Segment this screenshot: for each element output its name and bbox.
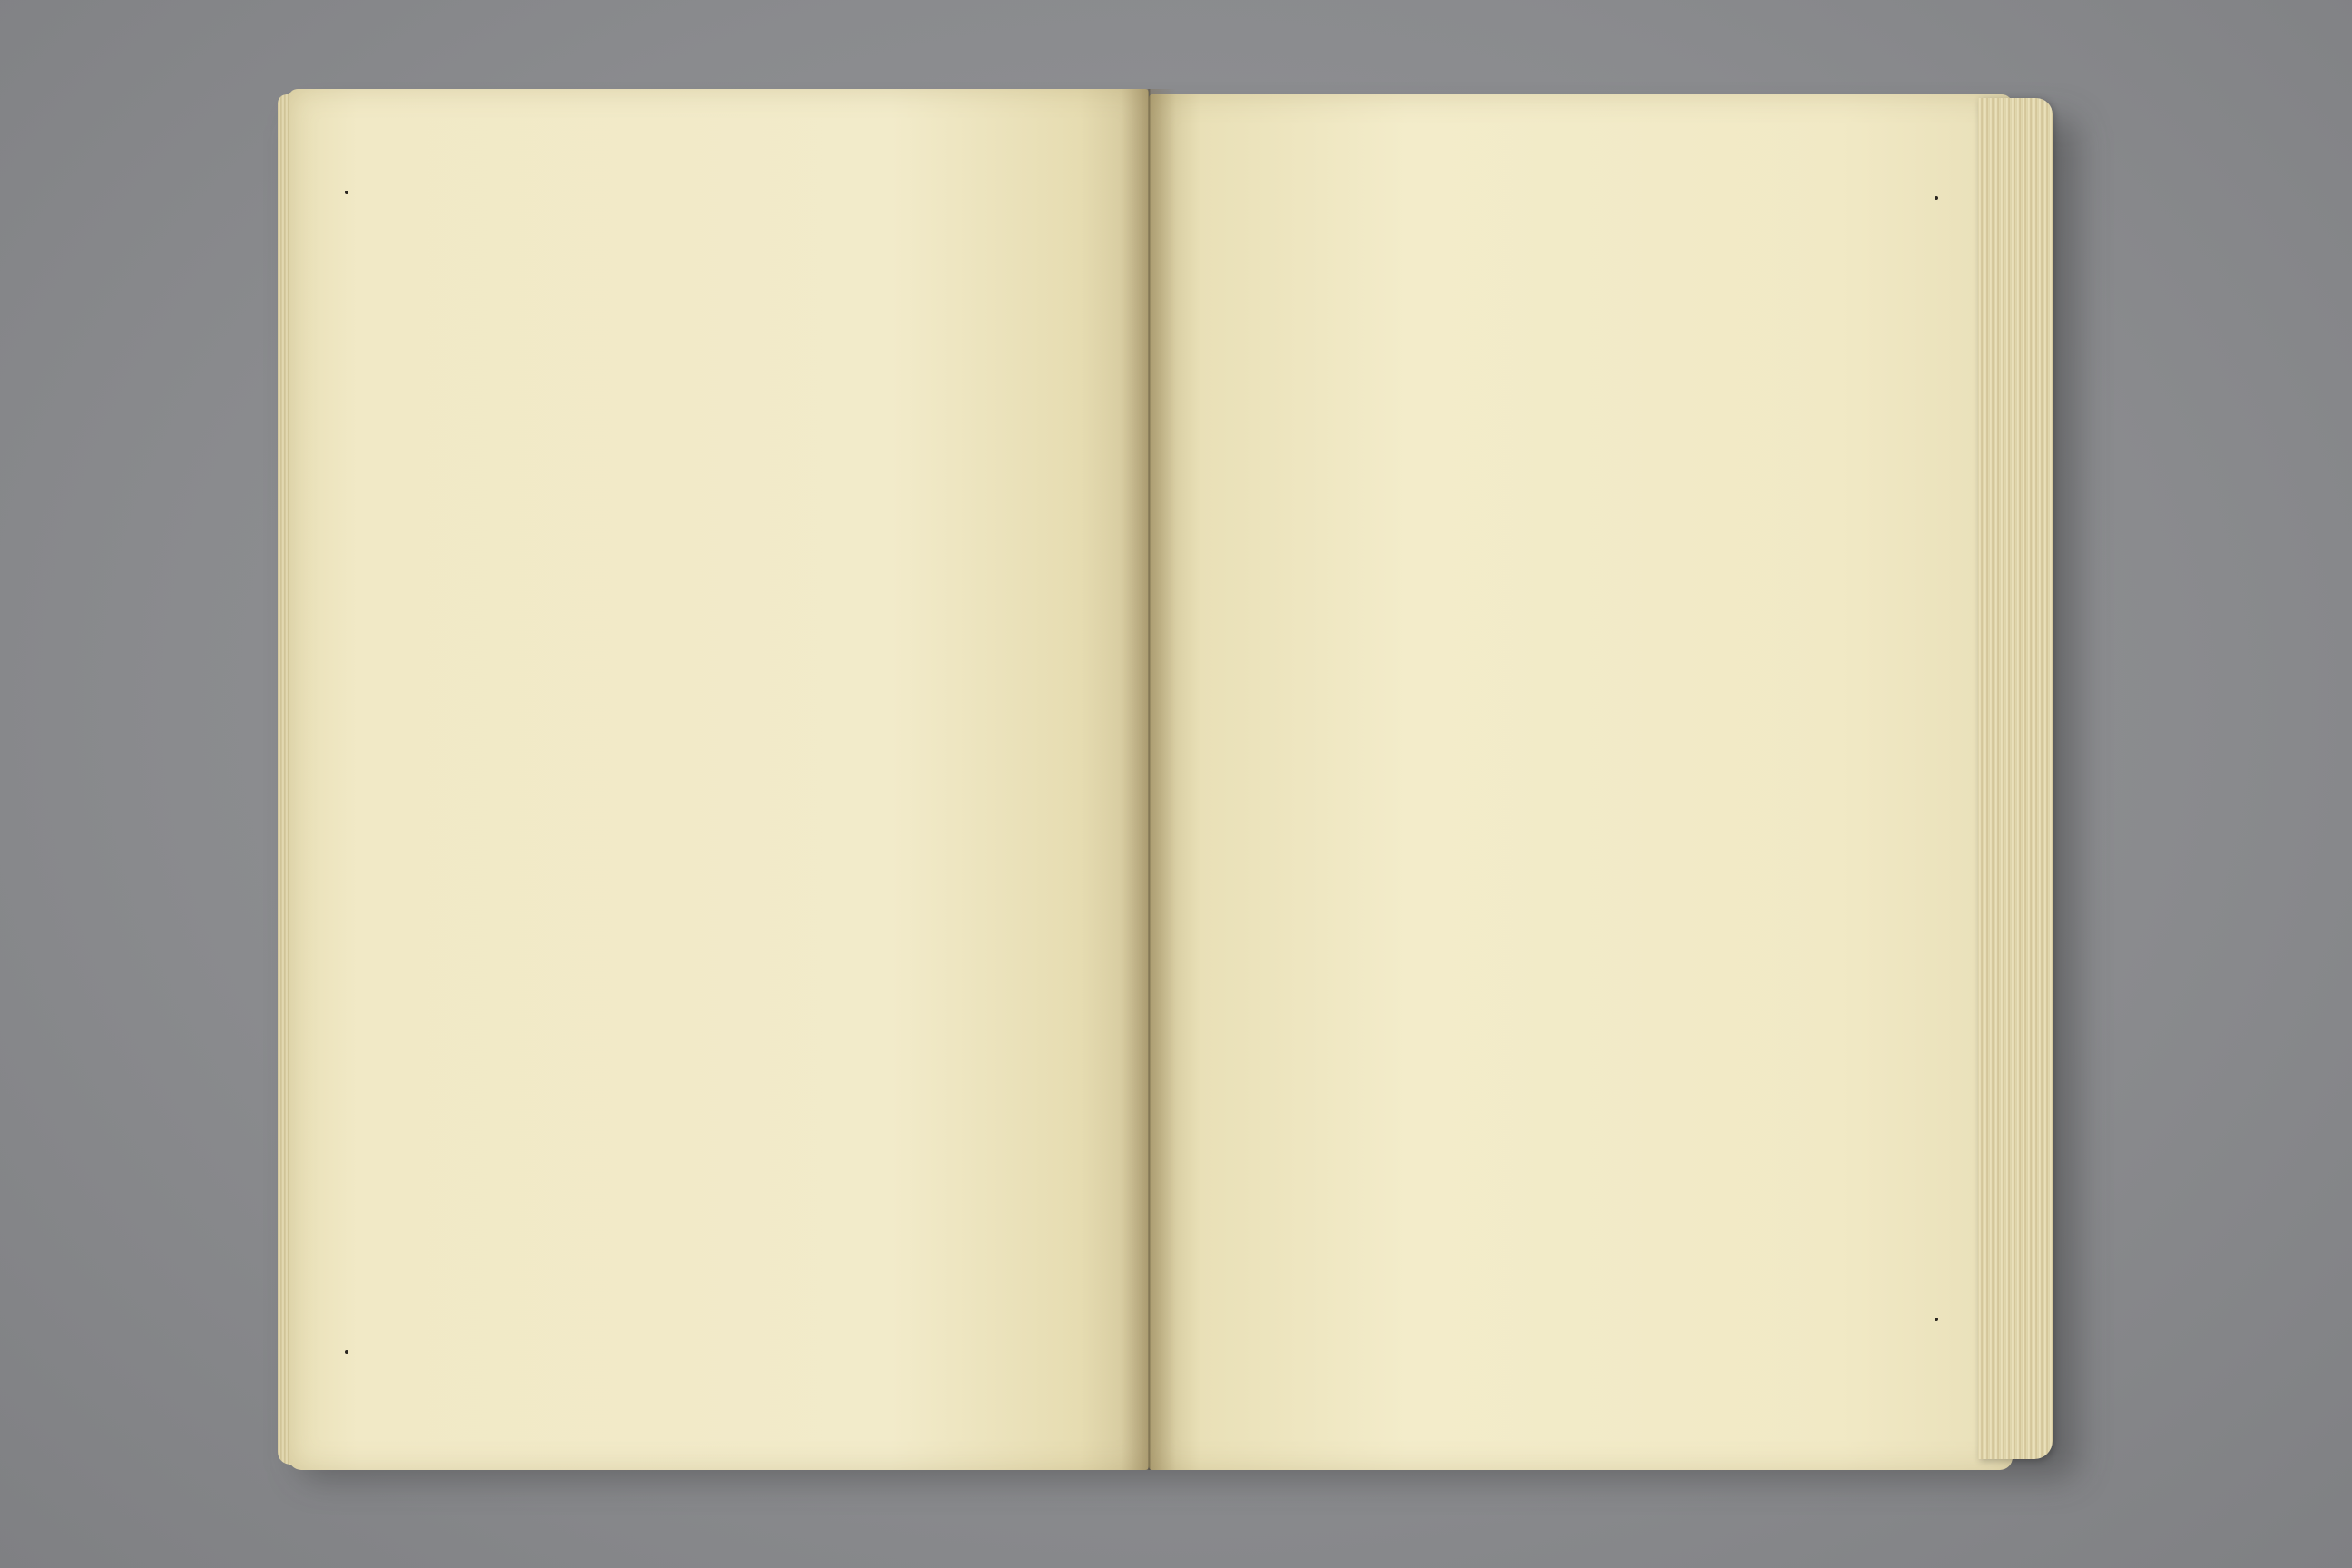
page-mark (1935, 1318, 1938, 1321)
right-page-edges (1978, 98, 2053, 1459)
page-mark (345, 1350, 348, 1354)
page-mark (1935, 196, 1938, 200)
right-page (1149, 94, 2013, 1470)
page-mark (345, 191, 348, 194)
left-page (289, 89, 1149, 1470)
book-gutter (1122, 89, 1176, 1470)
